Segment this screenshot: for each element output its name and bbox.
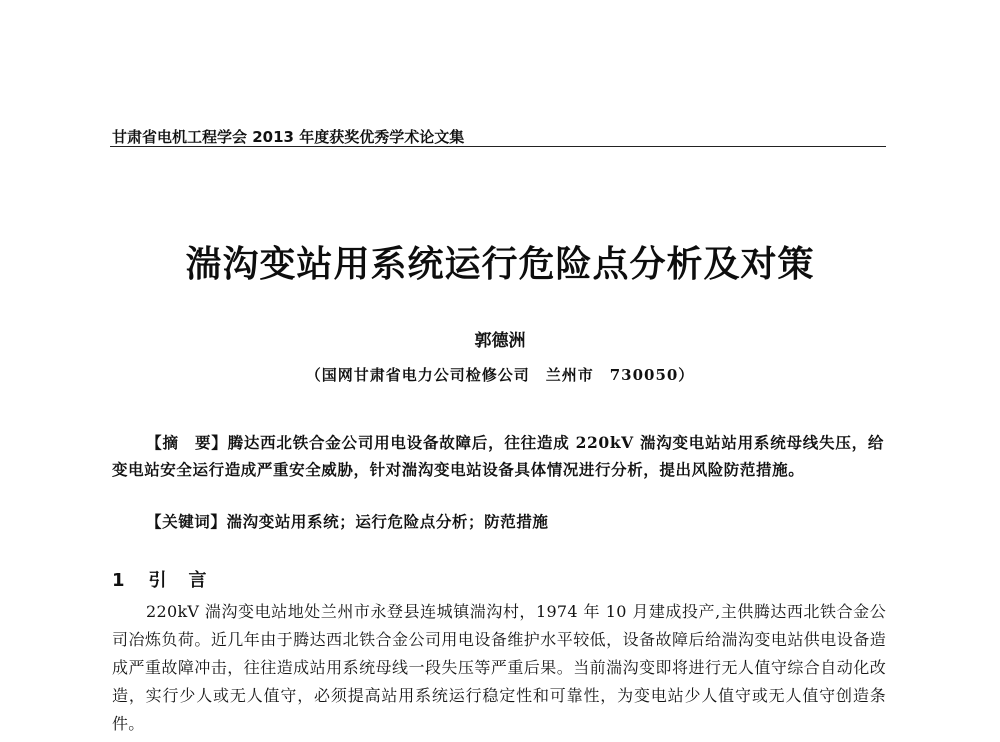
author-affiliation: （国网甘肃省电力公司检修公司 兰州市 730050） <box>305 366 695 384</box>
intro-paragraph <box>112 598 886 738</box>
abstract <box>112 429 884 483</box>
header-rule <box>110 146 886 147</box>
abstract-text: 腾达西北铁合金公司用电设备故障后，往往造成 220kV 湍沟变电站站用系统母线失压，给变电站安全运行造成严重安全威胁，针对湍沟变电站设备具体情况进行分析，提出风险防范措施。 <box>112 433 884 479</box>
section-heading <box>112 566 209 592</box>
author-name: 郭德洲 <box>474 331 526 351</box>
keywords-text: 湍沟变站用系统；运行危险点分析；防范措施 <box>226 512 549 531</box>
abstract-label: 【摘 要】 <box>146 433 228 452</box>
paper-title: 湍沟变站用系统运行危险点分析及对策 <box>185 243 815 285</box>
section-number: 1 <box>112 570 127 591</box>
section-title: 引 言 <box>148 570 209 591</box>
intro-paragraph-text: 220kV 湍沟变电站地处兰州市永登县连城镇湍沟村，1974 年 10 月建成投产,主供腾达西北铁合金公司冶炼负荷。近几年由于腾达西北铁合金公司用电设备维护水平较低，设备故障后给湍沟变电站供电设备造成严重故障冲击，往往造成站用系统母线一段失压等严重后果。当前湍沟变即将进行无人值守综合自动化改造，实行少人或无人值守，必须提高站用系统运行稳定性和可靠性，为变电站少人值守或无人值守创造条件。 <box>112 602 886 733</box>
running-header: 甘肃省电机工程学会 2013 年度获奖优秀学术论文集 <box>112 128 465 146</box>
keywords <box>146 508 886 535</box>
keywords-label: 【关键词】 <box>146 512 227 531</box>
